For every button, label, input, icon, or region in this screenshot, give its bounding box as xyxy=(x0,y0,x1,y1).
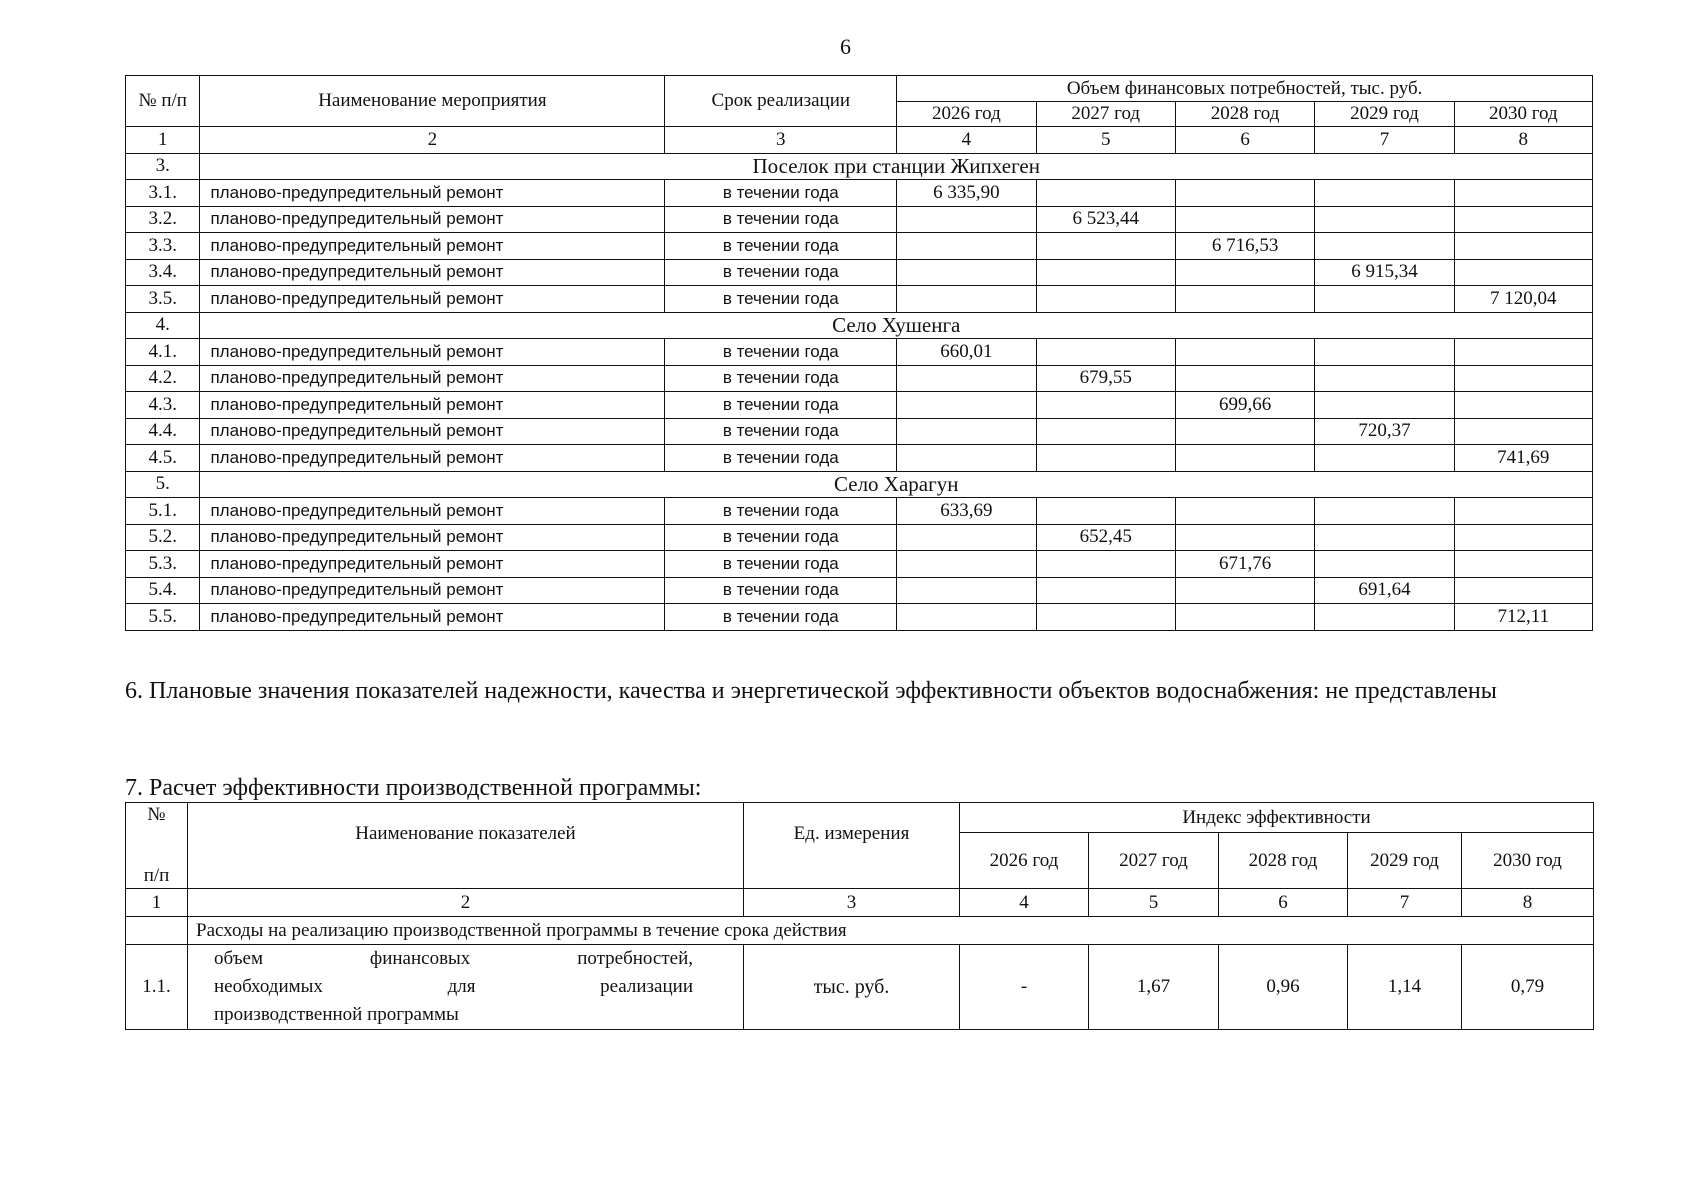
header-year: 2028 год xyxy=(1219,833,1348,889)
header-num: № п/п xyxy=(126,76,200,127)
header-year: 2026 год xyxy=(897,102,1036,127)
col-number: 1 xyxy=(126,889,188,917)
row-value: 0,79 xyxy=(1462,945,1594,1030)
row-term: в течении года xyxy=(665,551,897,578)
row-num: 5.3. xyxy=(126,551,200,578)
row-value xyxy=(1454,339,1592,366)
row-num: 4.5. xyxy=(126,445,200,472)
row-name: планово-предупредительный ремонт xyxy=(200,445,665,472)
row-name: планово-предупредительный ремонт xyxy=(200,206,665,233)
header-volume: Объем финансовых потребностей, тыс. руб. xyxy=(897,76,1593,102)
row-value: 633,69 xyxy=(897,498,1036,525)
row-value xyxy=(897,604,1036,631)
row-name: планово-предупредительный ремонт xyxy=(200,524,665,551)
row-value: 6 716,53 xyxy=(1175,233,1314,260)
section-num: 3. xyxy=(126,153,200,180)
row-value xyxy=(897,233,1036,260)
row-num: 4.3. xyxy=(126,392,200,419)
row-value xyxy=(1036,418,1175,445)
row-num: 4.2. xyxy=(126,365,200,392)
row-value: 7 120,04 xyxy=(1454,286,1592,313)
row-term: в течении года xyxy=(665,604,897,631)
row-value xyxy=(1454,551,1592,578)
row-name: планово-предупредительный ремонт xyxy=(200,604,665,631)
row-value xyxy=(1315,445,1454,472)
row-value xyxy=(1175,445,1314,472)
financial-needs-table xyxy=(125,75,1593,631)
row-term: в течении года xyxy=(665,524,897,551)
row-term: в течении года xyxy=(665,445,897,472)
col-number: 2 xyxy=(188,889,744,917)
row-value xyxy=(897,259,1036,286)
col-number: 8 xyxy=(1462,889,1594,917)
row-value: 699,66 xyxy=(1175,392,1314,419)
row-name: планово-предупредительный ремонт xyxy=(200,180,665,207)
row-value xyxy=(1036,551,1175,578)
row-num: 1.1. xyxy=(126,945,188,1030)
row-value xyxy=(1315,206,1454,233)
col-number: 2 xyxy=(200,127,665,154)
row-name xyxy=(188,945,744,1030)
row-value: 712,11 xyxy=(1454,604,1592,631)
row-name-line: необходимых для реализации xyxy=(214,976,693,997)
row-value xyxy=(1036,604,1175,631)
row-value xyxy=(1036,498,1175,525)
row-name: планово-предупредительный ремонт xyxy=(200,233,665,260)
header-year: 2027 год xyxy=(1089,833,1219,889)
row-value xyxy=(897,551,1036,578)
row-num: 3.4. xyxy=(126,259,200,286)
section-title: Расходы на реализацию производственной программы в течение срока действия xyxy=(188,917,1594,945)
row-value: 1,67 xyxy=(1089,945,1219,1030)
row-value xyxy=(1036,392,1175,419)
row-num: 3.2. xyxy=(126,206,200,233)
row-value xyxy=(1315,286,1454,313)
row-num: 5.4. xyxy=(126,577,200,604)
row-term: в течении года xyxy=(665,259,897,286)
col-number: 4 xyxy=(960,889,1089,917)
row-value xyxy=(897,206,1036,233)
header-num-bottom: п/п xyxy=(143,865,170,887)
row-name: планово-предупредительный ремонт xyxy=(200,551,665,578)
paragraph-7: 7. Расчет эффективности производственной программы: xyxy=(125,775,702,801)
col-number: 6 xyxy=(1219,889,1348,917)
row-value: 6 335,90 xyxy=(897,180,1036,207)
row-value: 652,45 xyxy=(1036,524,1175,551)
row-name: планово-предупредительный ремонт xyxy=(200,577,665,604)
row-value xyxy=(897,577,1036,604)
row-value xyxy=(1454,365,1592,392)
row-value xyxy=(1454,498,1592,525)
row-term: в течении года xyxy=(665,498,897,525)
header-year: 2029 год xyxy=(1348,833,1462,889)
row-term: в течении года xyxy=(665,233,897,260)
col-number: 7 xyxy=(1315,127,1454,154)
row-name: планово-предупредительный ремонт xyxy=(200,286,665,313)
row-value xyxy=(1175,365,1314,392)
row-value xyxy=(1175,418,1314,445)
row-unit: тыс. руб. xyxy=(744,945,960,1030)
row-term: в течении года xyxy=(665,286,897,313)
row-value xyxy=(897,524,1036,551)
row-name: планово-предупредительный ремонт xyxy=(200,418,665,445)
row-value xyxy=(1315,365,1454,392)
col-number: 8 xyxy=(1454,127,1592,154)
header-year: 2029 год xyxy=(1315,102,1454,127)
row-value: 741,69 xyxy=(1454,445,1592,472)
header-unit: Ед. измерения xyxy=(744,803,960,889)
header-name: Наименование показателей xyxy=(188,803,744,889)
row-name: планово-предупредительный ремонт xyxy=(200,365,665,392)
row-value: 691,64 xyxy=(1315,577,1454,604)
col-number: 3 xyxy=(665,127,897,154)
row-value xyxy=(1175,339,1314,366)
row-num: 4.4. xyxy=(126,418,200,445)
row-value xyxy=(1036,445,1175,472)
col-number: 3 xyxy=(744,889,960,917)
efficiency-table xyxy=(125,802,1594,1030)
row-value xyxy=(897,418,1036,445)
row-value: 679,55 xyxy=(1036,365,1175,392)
row-value: 671,76 xyxy=(1175,551,1314,578)
row-term: в течении года xyxy=(665,392,897,419)
row-value: 660,01 xyxy=(897,339,1036,366)
row-value xyxy=(1175,604,1314,631)
row-name-line: объем финансовых потребностей, xyxy=(214,948,693,969)
row-value xyxy=(1315,524,1454,551)
header-num-top: № xyxy=(147,804,166,825)
header-year: 2030 год xyxy=(1462,833,1594,889)
row-value xyxy=(1315,551,1454,578)
row-value xyxy=(1175,180,1314,207)
row-value xyxy=(1454,577,1592,604)
row-value xyxy=(1454,206,1592,233)
header-term: Срок реализации xyxy=(665,76,897,127)
row-term: в течении года xyxy=(665,577,897,604)
row-value xyxy=(1036,233,1175,260)
row-value xyxy=(1454,259,1592,286)
section-title: Село Хушенга xyxy=(200,312,1593,339)
header-index: Индекс эффективности xyxy=(960,803,1594,833)
row-value xyxy=(1175,259,1314,286)
section-title: Поселок при станции Жипхеген xyxy=(200,153,1593,180)
row-name: планово-предупредительный ремонт xyxy=(200,339,665,366)
row-term: в течении года xyxy=(665,339,897,366)
row-value: 1,14 xyxy=(1348,945,1462,1030)
header-num xyxy=(126,803,188,889)
header-name: Наименование мероприятия xyxy=(200,76,665,127)
section-num: 4. xyxy=(126,312,200,339)
row-term: в течении года xyxy=(665,180,897,207)
row-value xyxy=(1175,498,1314,525)
row-value xyxy=(1036,577,1175,604)
header-year: 2026 год xyxy=(960,833,1089,889)
row-value xyxy=(1036,259,1175,286)
row-value: - xyxy=(960,945,1089,1030)
row-num: 5.1. xyxy=(126,498,200,525)
row-value xyxy=(1454,180,1592,207)
row-value xyxy=(1454,418,1592,445)
row-term: в течении года xyxy=(665,418,897,445)
row-value xyxy=(897,286,1036,313)
page-number: 6 xyxy=(840,34,851,59)
row-num: 3.5. xyxy=(126,286,200,313)
row-value xyxy=(1036,180,1175,207)
row-value: 6 915,34 xyxy=(1315,259,1454,286)
col-number: 5 xyxy=(1089,889,1219,917)
col-number: 4 xyxy=(897,127,1036,154)
row-value: 6 523,44 xyxy=(1036,206,1175,233)
row-value xyxy=(1315,180,1454,207)
row-num: 3.3. xyxy=(126,233,200,260)
row-value xyxy=(1454,524,1592,551)
header-year: 2027 год xyxy=(1036,102,1175,127)
row-num: 5.5. xyxy=(126,604,200,631)
row-value xyxy=(1175,577,1314,604)
section-title: Село Харагун xyxy=(200,471,1593,498)
row-name: планово-предупредительный ремонт xyxy=(200,498,665,525)
row-value xyxy=(897,365,1036,392)
header-year: 2028 год xyxy=(1175,102,1314,127)
row-value: 720,37 xyxy=(1315,418,1454,445)
row-num: 5.2. xyxy=(126,524,200,551)
row-name: планово-предупредительный ремонт xyxy=(200,259,665,286)
col-number: 1 xyxy=(126,127,200,154)
row-name-line: производственной программы xyxy=(214,1004,459,1025)
row-value: 0,96 xyxy=(1219,945,1348,1030)
row-term: в течении года xyxy=(665,365,897,392)
col-number: 5 xyxy=(1036,127,1175,154)
row-value xyxy=(1315,392,1454,419)
row-value xyxy=(1454,392,1592,419)
row-value xyxy=(1175,206,1314,233)
row-term: в течении года xyxy=(665,206,897,233)
row-value xyxy=(1315,498,1454,525)
row-value xyxy=(1315,233,1454,260)
paragraph-6: 6. Плановые значения показателей надежности, качества и энергетической эффективности объектов водоснабжения: не представлены xyxy=(125,678,1497,704)
row-value xyxy=(1315,339,1454,366)
section-empty-cell xyxy=(126,917,188,945)
row-value xyxy=(1036,286,1175,313)
section-num: 5. xyxy=(126,471,200,498)
row-value xyxy=(1175,286,1314,313)
row-num: 3.1. xyxy=(126,180,200,207)
row-value xyxy=(1036,339,1175,366)
row-value xyxy=(1175,524,1314,551)
header-year: 2030 год xyxy=(1454,102,1592,127)
row-value xyxy=(1454,233,1592,260)
row-value xyxy=(897,445,1036,472)
col-number: 6 xyxy=(1175,127,1314,154)
row-value xyxy=(897,392,1036,419)
row-value xyxy=(1315,604,1454,631)
col-number: 7 xyxy=(1348,889,1462,917)
row-num: 4.1. xyxy=(126,339,200,366)
row-name: планово-предупредительный ремонт xyxy=(200,392,665,419)
